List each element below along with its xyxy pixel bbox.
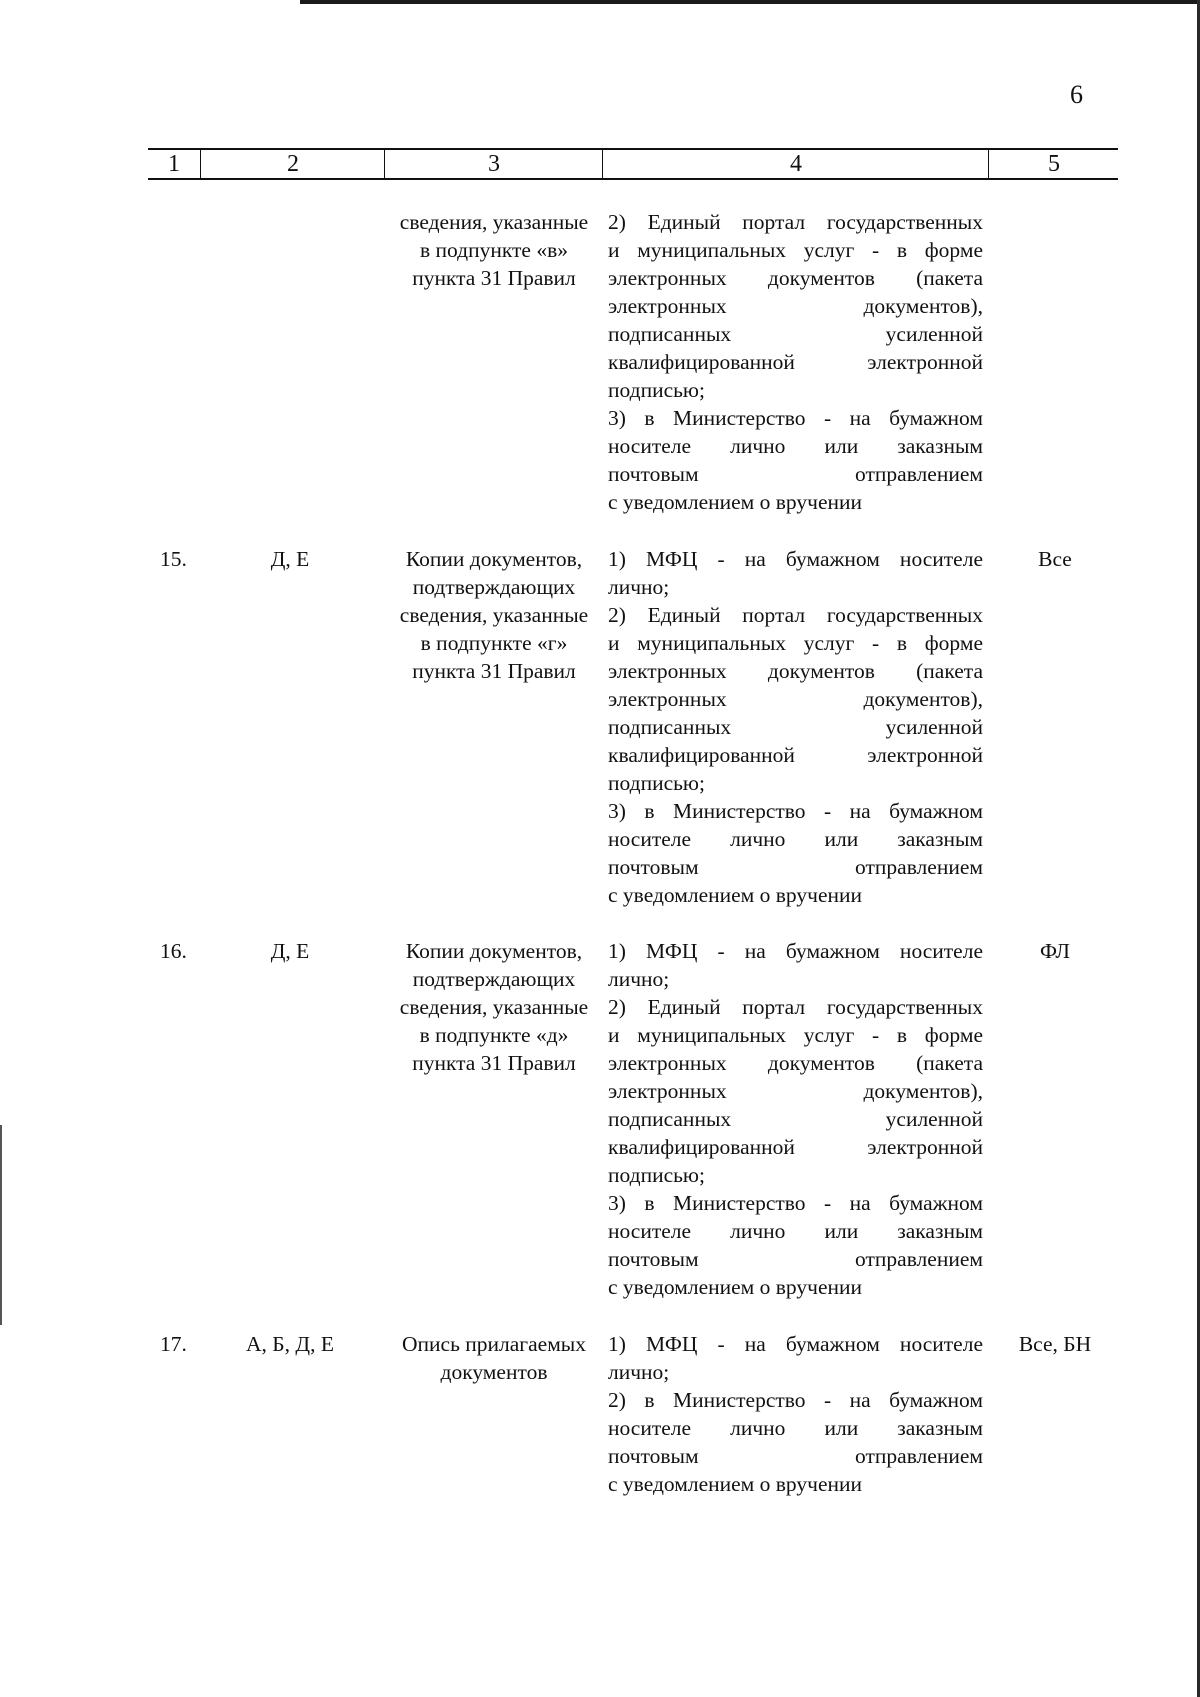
submission-line: лично;	[608, 575, 670, 599]
row-submission	[608, 1330, 983, 1498]
submission-line: 1) МФЦ - на бумажном носителе	[608, 1332, 983, 1356]
submission-line: квалифицированной электронной	[608, 743, 983, 767]
row-category: Д, Е	[270, 939, 310, 963]
table-header	[148, 148, 1118, 180]
submission-line: электронных документов (пакета	[608, 266, 983, 290]
header-col-3: 3	[384, 150, 603, 178]
submission-line: 2) Единый портал государственных	[608, 210, 983, 234]
document-line: сведения, указанные	[399, 995, 589, 1019]
page-number: 6	[1070, 80, 1083, 109]
submission-line: носителе лично или заказным	[608, 827, 983, 851]
row-category: А, Б, Д, Е	[246, 1332, 334, 1356]
row-category: Д, Е	[270, 547, 310, 571]
row-document	[388, 937, 600, 1077]
document-line: в подпункте «в»	[420, 238, 568, 262]
submission-line: квалифицированной электронной	[608, 1135, 983, 1159]
submission-line: 2) Единый портал государственных	[608, 995, 983, 1019]
submission-line: 2) Единый портал государственных	[608, 603, 983, 627]
submission-line: почтовым отправлением	[608, 462, 983, 486]
submission-line: электронных документов),	[608, 294, 983, 318]
document-line: сведения, указанные	[399, 210, 589, 234]
submission-line: 1) МФЦ - на бумажном носителе	[608, 939, 983, 963]
submission-line: носителе лично или заказным	[608, 434, 983, 458]
submission-line: электронных документов (пакета	[608, 659, 983, 683]
document-line: подтверждающих	[412, 575, 576, 599]
document-line: пункта 31 Правил	[412, 266, 576, 290]
submission-line: почтовым отправлением	[608, 1444, 983, 1468]
submission-line: электронных документов),	[608, 1079, 983, 1103]
submission-line: с уведомлением о вручении	[608, 490, 863, 514]
submission-line: и муниципальных услуг - в форме	[608, 238, 983, 262]
scan-edge-left	[0, 1125, 2, 1325]
document-line: в подпункте «д»	[419, 1023, 569, 1047]
document-line: подтверждающих	[412, 967, 576, 991]
submission-line: носителе лично или заказным	[608, 1219, 983, 1243]
row-applicant: ФЛ	[1040, 939, 1070, 963]
document-line: Копии документов,	[405, 547, 583, 571]
header-col-2: 2	[200, 150, 385, 178]
row-number: 17.	[160, 1332, 187, 1356]
row-document	[388, 1330, 600, 1386]
submission-line: подписанных усиленной	[608, 1107, 983, 1131]
submission-line: 3) в Министерство - на бумажном	[608, 406, 983, 430]
document-line: в подпункте «г»	[420, 631, 568, 655]
submission-line: 3) в Министерство - на бумажном	[608, 799, 983, 823]
document-line: пункта 31 Правил	[412, 659, 576, 683]
submission-line: почтовым отправлением	[608, 1247, 983, 1271]
header-col-4: 4	[602, 150, 989, 178]
document-line: Копии документов,	[405, 939, 583, 963]
row-submission	[608, 208, 983, 516]
document-line: сведения, указанные	[399, 603, 589, 627]
row-document	[388, 545, 600, 685]
submission-line: подписанных усиленной	[608, 715, 983, 739]
submission-line: лично;	[608, 967, 670, 991]
document-line: Опись прилагаемых	[402, 1332, 586, 1356]
row-applicant: Все	[1038, 547, 1072, 571]
row-number: 16.	[160, 939, 187, 963]
header-col-5: 5	[988, 150, 1119, 178]
submission-line: подписью;	[608, 1163, 705, 1187]
submission-line: лично;	[608, 1360, 670, 1384]
submission-line: с уведомлением о вручении	[608, 1275, 863, 1299]
row-submission	[608, 545, 983, 909]
submission-line: квалифицированной электронной	[608, 350, 983, 374]
scan-edge-top	[300, 0, 1200, 4]
submission-line: и муниципальных услуг - в форме	[608, 1023, 983, 1047]
row-number: 15.	[160, 547, 187, 571]
document-line: пункта 31 Правил	[412, 1051, 576, 1075]
submission-line: 1) МФЦ - на бумажном носителе	[608, 547, 983, 571]
submission-line: почтовым отправлением	[608, 855, 983, 879]
submission-line: и муниципальных услуг - в форме	[608, 631, 983, 655]
submission-line: подписью;	[608, 378, 705, 402]
submission-line: с уведомлением о вручении	[608, 883, 863, 907]
row-document	[388, 208, 600, 292]
submission-line: электронных документов (пакета	[608, 1051, 983, 1075]
row-applicant: Все, БН	[1018, 1332, 1092, 1356]
row-submission	[608, 937, 983, 1301]
submission-line: подписью;	[608, 771, 705, 795]
submission-line: носителе лично или заказным	[608, 1416, 983, 1440]
submission-line: 2) в Министерство - на бумажном	[608, 1388, 983, 1412]
submission-line: 3) в Министерство - на бумажном	[608, 1191, 983, 1215]
header-col-1: 1	[168, 151, 180, 177]
submission-line: подписанных усиленной	[608, 322, 983, 346]
submission-line: электронных документов),	[608, 687, 983, 711]
document-line: документов	[440, 1360, 548, 1384]
submission-line: с уведомлением о вручении	[608, 1472, 863, 1496]
